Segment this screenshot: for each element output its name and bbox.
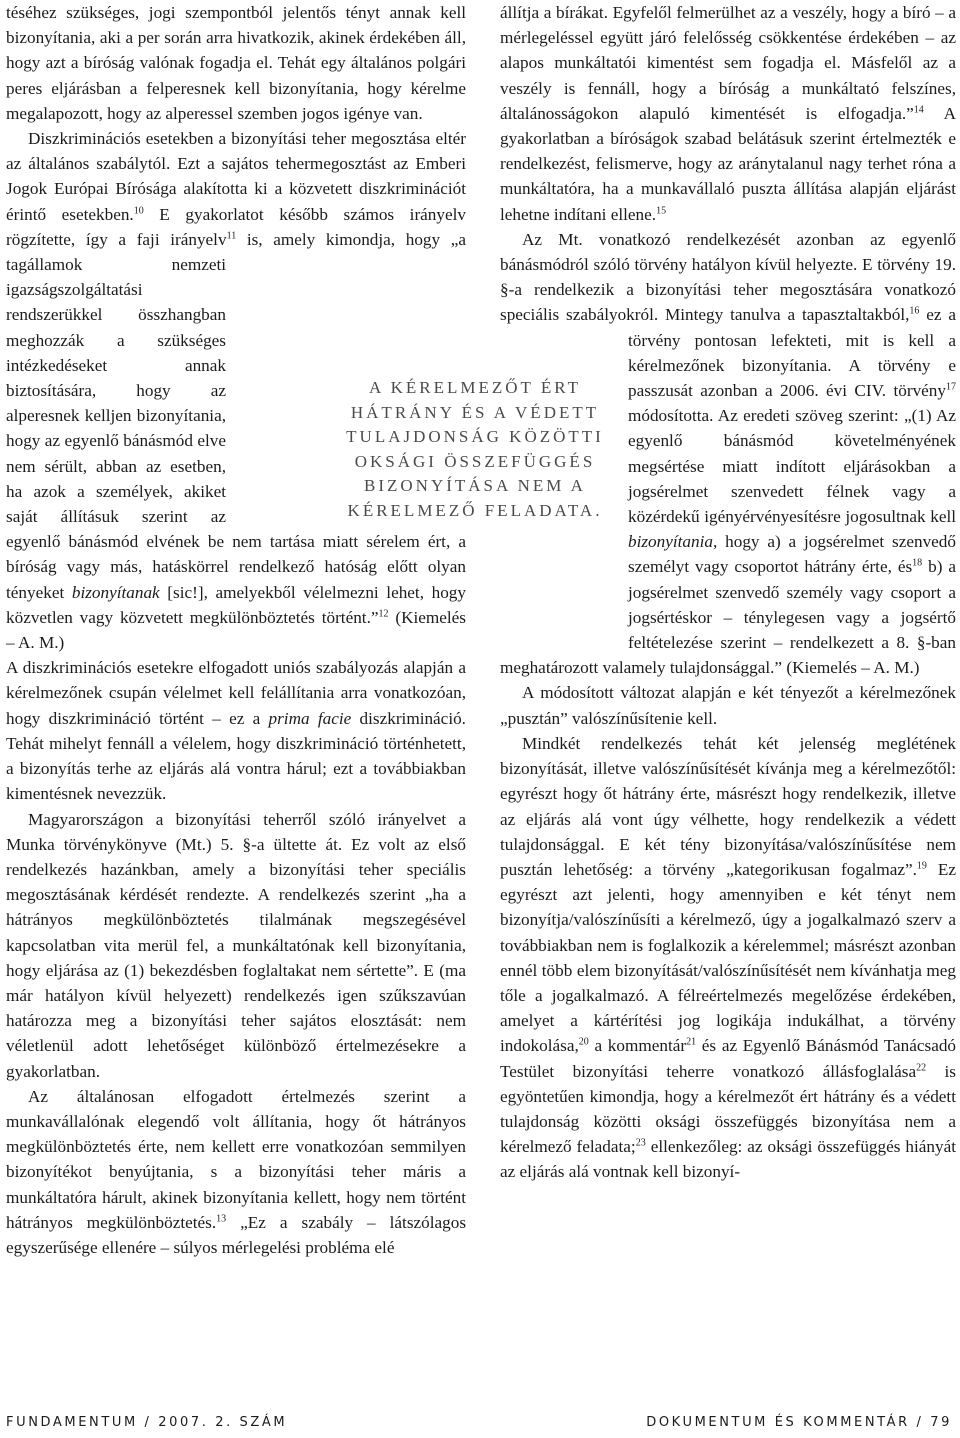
text-run: (Kiemelés – A. M.) xyxy=(6,607,466,653)
emphasis: bizonyítania xyxy=(628,532,713,552)
text-run: Diszkriminációs esetekben a bizonyítási teher megosztása eltér az általános szabálytól. Ezt a sajátos tehermegosztást az Emberi Jogok Európai Bírósága alakította ki a közvetett diszkriminációt érintő esetekben. xyxy=(6,129,466,224)
text-run: a kommentár xyxy=(588,1036,687,1056)
pull-quote: A KÉRELMEZŐT ÉRT HÁTRÁNY ÉS A VÉDETT TULAJDONSÁG KÖZÖTTI OKSÁGI ÖSSZEFÜGGÉS BIZONYÍTÁSA NEM A KÉRELMEZŐ FELADATA. xyxy=(346,378,604,520)
text-run: diszkrimináció. Tehát mihelyt fennáll a vélelem, hogy diszkrimináció történhetett, a bizonyítás terhe az eljárás alá vontra hárul; ezt a továbbiakban kimentésnek nevezzük. xyxy=(6,708,466,804)
text-run: módosította. Az eredeti szöveg szerint: „(1) Az egyenlő bánásmód követelményének megsértése miatt indított eljárásokban a jogsérelmet szenvedett félnek vagy a közérdekű igényérvényesítésre jogosultnak kell xyxy=(628,406,956,527)
text-run: b) a jogsérelmet szenvedő személy vagy csoport a jogsértéskor – ténylegesen vagy a jogsértő feltételezése szerint – rendelkezett a 8. §-ban meghatározott valamely tulajdonsággal.” (Kiemelés – A. M.) xyxy=(500,557,956,678)
text-run: Az általánosan elfogadott értelmezés szerint a munkavállalónak elegendő volt állítania, hogy őt hátrányos megkülönböztetés érte, nem kellett erre vonatkozóan semmilyen bizonyítékot benyújtania, s a bizonyítási teher máris a munkáltatóra hárult, akinek bizonyítania kellett, hogy nem történt hátrányos megkülönböztetés. xyxy=(6,1086,466,1232)
footnote-ref: 20 xyxy=(578,1036,589,1048)
text-run: , hogy a) a jogsérelmet szenvedő személyt vagy csoportot hátrány érte, és xyxy=(628,532,956,577)
footnote-ref: 16 xyxy=(909,305,920,317)
text-run: állítja a bírákat. Egyfelől felmerülhet az a veszély, hogy a bíró – a mérlegeléssel együtt járó felelősség csökkentése érdekében – az alapos munkáltatói kimentést sem fogadja el. Másfelől az a veszély is fennáll, hogy a bíróság a munkáltató felszínes, általánosságokon alapuló kimentését is elfogadja.” xyxy=(500,3,956,123)
text-run: ellenkezőleg: az oksági összefüggés hiányát az eljárás alá vontnak kell bizonyí- xyxy=(500,1137,957,1182)
footnote-ref: 19 xyxy=(916,860,927,872)
right-column xyxy=(500,0,956,1185)
text-run: „Ez a szabály – látszólagos egyszerűsége ellenére – súlyos mérlegelési probléma elé xyxy=(6,1212,467,1257)
footnote-ref: 12 xyxy=(378,608,389,620)
text-run: Az Mt. vonatkozó rendelkezését azonban az egyenlő bánásmódról szóló törvény hatályon kívül helyezte. E törvény 19. §-a rendelkezik a bizonyítási teher megosztására vonatkozó speciális szabályokról. Mintegy tanulva a tapasztaltakból, xyxy=(500,229,956,325)
emphasis: prima facie xyxy=(268,708,352,728)
text-run: A gyakorlatban a bíróságok szabad belátásuk szerint értelmezték e rendelkezést, felismerve, hogy az aránytalanul nagy terhet róna a munkáltatóra, ha a munkavállaló puszta állítása alapján eljárást lehetne indítani ellene. xyxy=(500,103,956,224)
footer-journal-issue: FUNDAMENTUM / 2007. 2. SZÁM xyxy=(6,1415,288,1430)
text-run: Mindkét rendelkezés tehát két jelenség meglétének bizonyítását, illetve valószínűsítését kívánja meg a kérelmezőtől: egyrészt hogy őt hátrány érte, másrészt hogy rendelkezik, illetve az eljárás alá vont úgy vélhette, hogy rendelkezik a védett tulajdonsággal. E két tény bizonyítása/valószínűsítése nem pusztán lehetőség: a törvény „kategorikusan fogalmaz”. xyxy=(500,733,956,879)
paragraph: A módosított változat alapján e két tényezőt a kérelmezőnek „pusztán” valószínűsítenie kell. xyxy=(500,683,956,728)
footnote-ref: 13 xyxy=(216,1213,227,1225)
footnote-ref: 11 xyxy=(226,230,237,242)
text-run: E gyakorlatot később számos irányelv rögzítette, így a faji irányelv xyxy=(6,204,466,249)
footer-section-page: DOKUMENTUM ÉS KOMMENTÁR / 79 xyxy=(646,1415,952,1430)
left-column xyxy=(6,0,466,1260)
paragraph xyxy=(6,1084,466,1260)
text-run: A diszkriminációs esetekre elfogadott uniós szabályozás alapján a kérelmezőnek csupán vélelmet kell felállítania arra vonatkozóan, hogy diszkrimináció történt – ez a xyxy=(6,658,466,728)
text-run: és az Egyenlő Bánásmód Tanácsadó Testület bizonyítási teherre vonatkozó állásfoglalása xyxy=(500,1036,957,1081)
text-run: is egyöntetűen kimondja, hogy a kérelmezőt ért hátrány és a védett tulajdonság közötti oksági összefüggés bizonyítása nem a kérelmező feladata; xyxy=(500,1061,956,1157)
footnote-ref: 10 xyxy=(133,204,144,216)
paragraph: Magyarországon a bizonyítási teherről szóló irányelvet a Munka törvénykönyve (Mt.) 5. §-a ültette át. Ez volt az első rendelkezés hazánkban, amely a bizonyítási teher speciális megosztásának kérdését rendezte. A rendelkezés szerint „ha a hátrányos megkülönböztetés tilalmának megszegésével kapcsolatban vita merül fel, a munkáltatónak kell bizonyítania, hogy eljárása az (1) bekezdésben foglaltakat nem sértette”. E (ma már hatályon kívül helyezett) rendelkezés igen szűkszavúan határozza meg a bizonyítási teher sajátos elosztását: nem véletlenül adott lehetőséget különböző értelmezésekre a gyakorlatban. xyxy=(6,809,466,1081)
footnote-ref: 21 xyxy=(686,1036,697,1048)
text-run: ez a törvény pontosan lefekteti, mit is kell a kérelmezőnek bizonyítania. A törvény e passzusát azonban a 2006. évi CIV. törvény xyxy=(628,305,956,401)
footnote-ref: 23 xyxy=(635,1137,646,1149)
paragraph xyxy=(6,655,466,806)
text-run: is, amely kimondja, hogy „a tagállamok nemzeti igazságszolgáltatási rendszerükkel összhangban meghozzák a szükséges intézkedéseket annak biztosítására, hogy az alperesnek kelljen bizonyítania, hogy az egyenlő bánásmód elve nem sérült, abban az esetben, ha azok a személyek, akiket saját állításuk szerint az egyenlő bánásmód elvének be nem tartása miatt sérelem ért, a bíróság vagy más, hatáskörrel rendelkező hatóság előtt olyan tényeket xyxy=(6,229,466,602)
emphasis: bizonyítanak xyxy=(71,582,160,602)
footnote-ref: 18 xyxy=(912,557,923,569)
footnote-ref: 15 xyxy=(656,204,667,216)
footnote-ref: 22 xyxy=(916,1061,927,1073)
text-run: [sic!], amelyekből vélelmezni lehet, hogy közvetlen vagy közvetett megkülönböztetés történt.” xyxy=(6,582,466,627)
paragraph: téséhez szükséges, jogi szempontból jelentős tényt annak kell bizonyítania, aki a per során arra hivatkozik, akinek érdekében áll, hogy azt a bíróság valónak fogadja el. Tehát egy általános polgári peres eljárásban a felperesnek kell bizonyítania, hogy kérelme megalapozott, hogy az alperessel szemben jogos igénye van. xyxy=(6,3,466,123)
paragraph xyxy=(500,731,956,1185)
text-run: Ez egyrészt azt jelenti, hogy amennyiben e két tényt nem bizonyítja/valószínűsíti a kérelmező, úgy a jogalkalmazó szerv a továbbiakban nem is foglalkozik a kérelemmel; másrészt azonban ennél több elem bizonyítását/valószínűsítését nem kívánhatja meg tőle a jogalkalmazó. A félreértelmezés megelőzése érdekében, amelyet a kártérítési jog logikája indukálhat, a törvény indokolása, xyxy=(500,859,956,1056)
footnote-ref: 17 xyxy=(946,381,956,393)
paragraph xyxy=(500,0,956,227)
footnote-ref: 14 xyxy=(913,104,924,116)
